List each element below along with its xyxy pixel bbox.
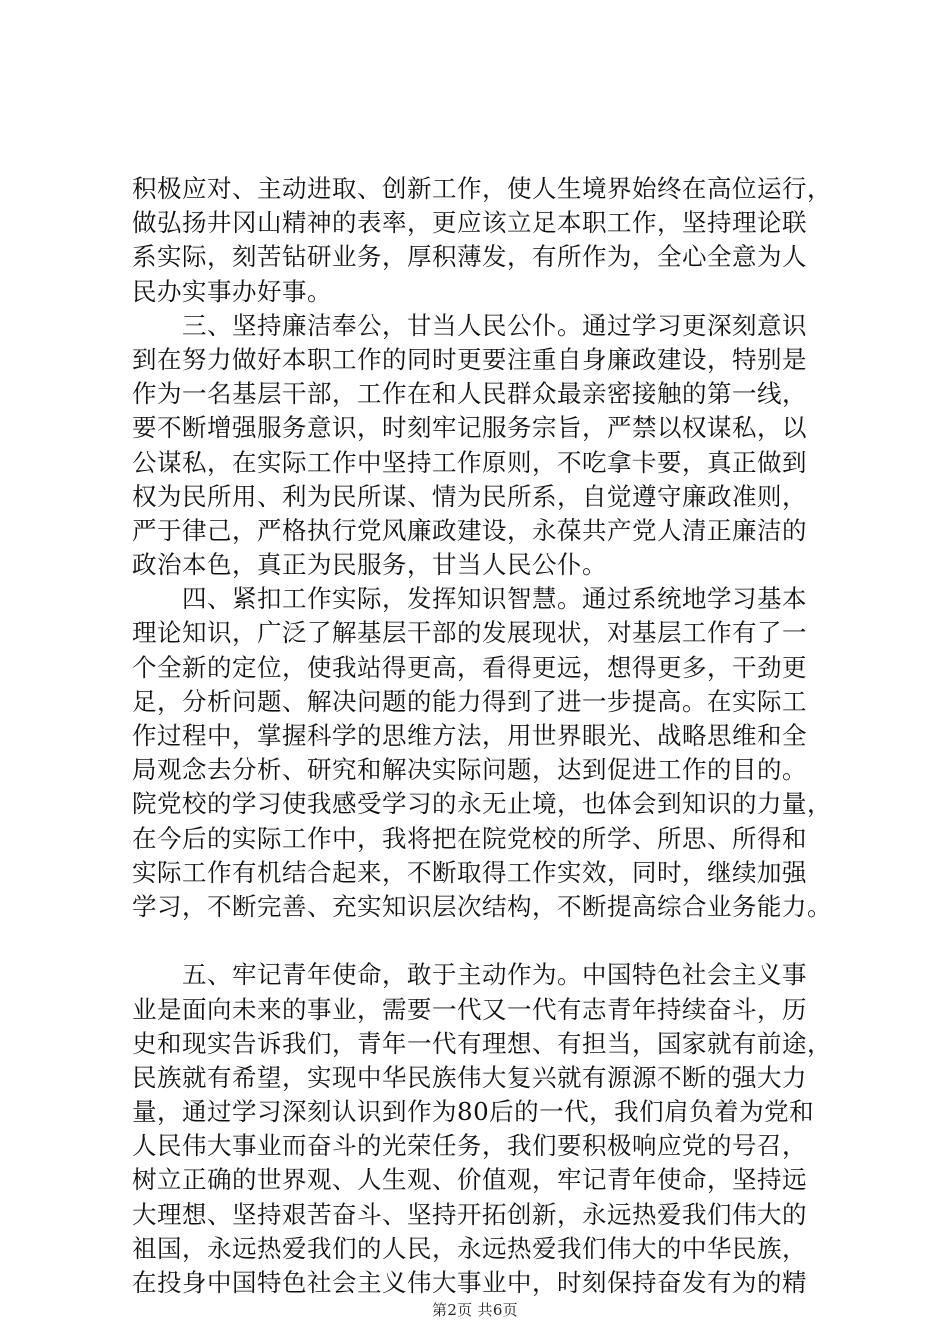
text-line: 实际工作有机结合起来，不断取得工作实效，同时，继续加强 xyxy=(132,857,807,887)
page-number-label: 第2页 共6页 xyxy=(432,1301,518,1319)
body-text xyxy=(132,172,832,1300)
text-line: 权为民所用、利为民所谋、情为民所系，自觉遵守廉政准则， xyxy=(132,481,807,511)
text-line: 理论知识，广泛了解基层干部的发展现状，对基层工作有了一 xyxy=(132,618,807,648)
text-line: 在投身中国特色社会主义伟大事业中，时刻保持奋发有为的精 xyxy=(132,1268,807,1297)
text-line: 学习，不断完善、充实知识层次结构，不断提高综合业务能力。 xyxy=(132,891,832,921)
text-line: 民族就有希望，实现中华民族伟大复兴就有源源不断的强大力 xyxy=(132,1062,807,1092)
section-five-heading-line: 五、牢记青年使命，敢于主动作为。中国特色社会主义事 xyxy=(132,960,807,990)
text-line: 到在努力做好本职工作的同时更要注重自身廉政建设，特别是 xyxy=(132,344,807,374)
text-line: 在今后的实际工作中，我将把在院党校的所学、所思、所得和 xyxy=(132,823,807,853)
text-line: 人民伟大事业而奋斗的光荣任务，我们要积极响应党的号召， xyxy=(132,1131,807,1161)
paragraph-gap xyxy=(132,924,832,958)
text-line: 系实际，刻苦钻研业务，厚积薄发，有所作为，全心全意为人 xyxy=(132,242,807,272)
text-line: 作过程中，掌握科学的思维方法，用世界眼光、战略思维和全 xyxy=(132,721,807,750)
text-line: 树立正确的世界观、人生观、价值观，牢记青年使命，坚持远 xyxy=(132,1165,807,1195)
text-line: 祖国，永远热爱我们的人民，永远热爱我们伟大的中华民族， xyxy=(132,1233,807,1263)
text-line: 院党校的学习使我感受学习的永无止境，也体会到知识的力量， xyxy=(132,789,832,819)
page-footer xyxy=(0,1300,950,1320)
text-line: 民办实事办好事。 xyxy=(132,276,332,306)
text-line: 量，通过学习深刻认识到作为80后的一代，我们肩负着为党和 xyxy=(132,1097,815,1127)
section-four-heading-line: 四、紧扣工作实际，发挥知识智慧。通过系统地学习基本 xyxy=(132,584,807,614)
text-line: 要不断增强服务意识，时刻牢记服务宗旨，严禁以权谋私，以 xyxy=(132,413,807,443)
text-line: 严于律己，严格执行党风廉政建设，永葆共产党人清正廉洁的 xyxy=(132,515,807,545)
text-line: 积极应对、主动进取、创新工作，使人生境界始终在高位运行， xyxy=(132,174,832,203)
text-line: 政治本色，真正为民服务，甘当人民公仆。 xyxy=(132,550,607,580)
text-line: 史和现实告诉我们，青年一代有理想、有担当，国家就有前途， xyxy=(132,1028,832,1058)
text-line: 个全新的定位，使我站得更高，看得更远，想得更多，干劲更 xyxy=(132,652,807,682)
text-line: 作为一名基层干部，工作在和人民群众最亲密接触的第一线， xyxy=(132,379,807,409)
section-three-heading-line: 三、坚持廉洁奉公，甘当人民公仆。通过学习更深刻意识 xyxy=(132,310,807,340)
text-line: 做弘扬井冈山精神的表率，更应该立足本职工作，坚持理论联 xyxy=(132,208,807,238)
text-line: 业是面向未来的事业，需要一代又一代有志青年持续奋斗，历 xyxy=(132,994,807,1024)
text-line: 足，分析问题、解决问题的能力得到了进一步提高。在实际工 xyxy=(132,686,807,716)
text-line: 公谋私，在实际工作中坚持工作原则，不吃拿卡要，真正做到 xyxy=(132,447,807,477)
text-line: 局观念去分析、研究和解决实际问题，达到促进工作的目的。 xyxy=(132,755,807,785)
text-line: 大理想、坚持艰苦奋斗、坚持开拓创新，永远热爱我们伟大的 xyxy=(132,1199,807,1229)
